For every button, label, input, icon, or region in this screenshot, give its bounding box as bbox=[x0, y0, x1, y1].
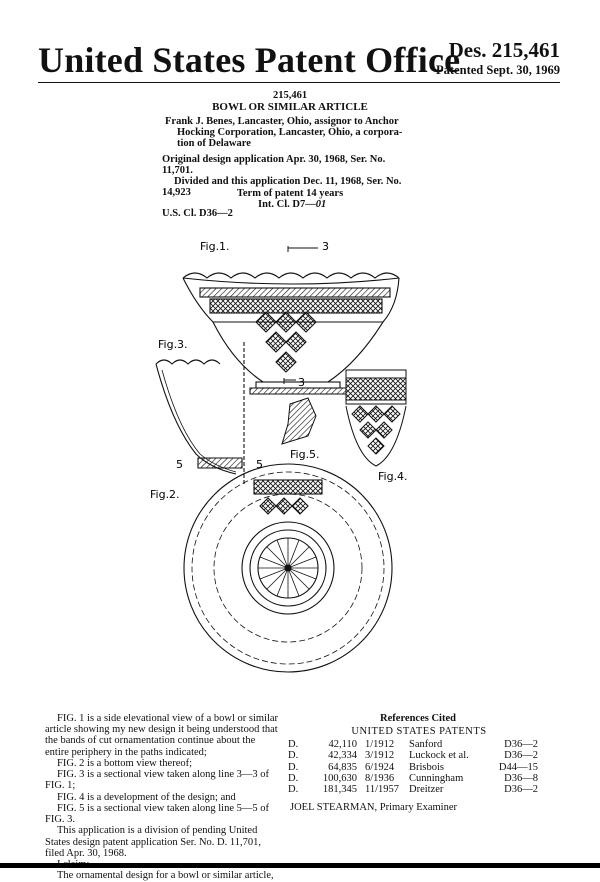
description-paragraph: FIG. 5 is a sectional view taken along line 5—5 of FIG. 3. bbox=[45, 802, 269, 826]
fig4-label: Fig.4. bbox=[378, 470, 408, 483]
application-line: Original design application Apr. 30, 1968, Ser. No. 11,701. bbox=[162, 154, 386, 177]
reference-class: D36—2 bbox=[504, 784, 538, 796]
description-paragraph: This application is a division of pending United States design patent application Ser. No. D. 11,701, filed Apr. 30, 1968. bbox=[45, 825, 261, 859]
fig1-bowl-side-view bbox=[183, 273, 399, 394]
int-classification bbox=[258, 199, 326, 210]
reference-date: 8/1936 bbox=[365, 772, 395, 784]
office-heading: United States Patent Office bbox=[38, 40, 461, 80]
reference-number: 64,835 bbox=[328, 761, 358, 773]
reference-name: Dreitzer bbox=[409, 784, 444, 796]
reference-prefix: D. bbox=[288, 784, 299, 796]
reference-prefix: D. bbox=[288, 739, 299, 750]
header-rule bbox=[38, 82, 560, 83]
references-subtitle: UNITED STATES PATENTS bbox=[351, 726, 487, 737]
patent-title: BOWL OR SIMILAR ARTICLE bbox=[212, 101, 368, 113]
section-line-5-right: 5 bbox=[256, 458, 263, 471]
description-paragraph: FIG. 3 is a sectional view taken along line 3—3 of FIG. 1; bbox=[45, 769, 269, 792]
fig3-section-profile bbox=[156, 342, 244, 486]
reference-name: Sanford bbox=[409, 739, 443, 750]
reference-class: D36—2 bbox=[504, 750, 538, 762]
inventor-line: Frank J. Benes, Lancaster, Ohio, assignor to Anchor bbox=[165, 116, 399, 127]
reference-date: 11/1957 bbox=[365, 784, 400, 796]
claim-text: The ornamental design for a bowl or similar article, bbox=[57, 870, 274, 882]
fig1-label: Fig.1. bbox=[200, 240, 230, 253]
us-classification: U.S. Cl. D36—2 bbox=[162, 208, 233, 219]
design-number: Des. 215,461 bbox=[448, 38, 560, 62]
patented-date: Patented Sept. 30, 1969 bbox=[436, 63, 560, 77]
reference-number: 181,345 bbox=[322, 784, 358, 796]
reference-class: D36—2 bbox=[504, 739, 538, 750]
reference-row bbox=[288, 762, 538, 773]
reference-date: 3/1912 bbox=[365, 750, 395, 762]
description-paragraph: FIG. 1 is a side elevational view of a bowl or similar article showing my new design it being understood that the bands of cut ornamentation continue about the entire periphery in the paths indicated; bbox=[45, 713, 279, 758]
inventor-block bbox=[165, 116, 405, 149]
fig5-section bbox=[282, 398, 316, 444]
fig2-bottom-view bbox=[184, 464, 392, 672]
int-cl-text: Int. Cl. D7— bbox=[258, 199, 316, 210]
inventor-line: Hocking Corporation, Lancaster, Ohio, a corpora- bbox=[177, 127, 403, 139]
patent-number: 215,461 bbox=[272, 90, 308, 101]
description-text bbox=[45, 713, 281, 882]
reference-name: Brisbois bbox=[409, 761, 445, 773]
reference-date: 1/1912 bbox=[365, 739, 395, 750]
reference-name: Cunningham bbox=[409, 772, 464, 784]
reference-class: D44—15 bbox=[498, 761, 538, 773]
reference-row bbox=[288, 773, 538, 784]
section-line-3-bottom: 3 bbox=[298, 376, 305, 389]
reference-prefix: D. bbox=[288, 772, 299, 784]
description-paragraph: FIG. 4 is a development of the design; and bbox=[57, 791, 236, 803]
section-line-5-left: 5 bbox=[176, 458, 183, 471]
fig4-development bbox=[346, 370, 406, 466]
reference-class: D36—8 bbox=[504, 772, 538, 784]
references-title: References Cited bbox=[380, 713, 456, 724]
primary-examiner: JOEL STEARMAN, Primary Examiner bbox=[290, 801, 458, 813]
application-line: 14,923 bbox=[162, 187, 191, 199]
page-bottom-bar bbox=[0, 863, 600, 868]
application-line: Divided and this application Dec. 11, 1968, Ser. No. bbox=[174, 176, 402, 188]
reference-date: 6/1924 bbox=[365, 761, 395, 773]
reference-number: 100,630 bbox=[322, 772, 358, 784]
fig2-label: Fig.2. bbox=[150, 488, 180, 501]
references-cited bbox=[288, 713, 538, 813]
references-table bbox=[288, 739, 538, 796]
reference-prefix: D. bbox=[288, 761, 299, 773]
reference-number: 42,110 bbox=[328, 739, 358, 750]
reference-row bbox=[288, 739, 538, 750]
patent-drawings bbox=[138, 236, 438, 706]
fig3-label: Fig.3. bbox=[158, 338, 188, 351]
reference-prefix: D. bbox=[288, 750, 299, 762]
inventor-line: tion of Delaware bbox=[177, 138, 251, 150]
reference-number: 42,334 bbox=[328, 750, 358, 762]
fig5-label: Fig.5. bbox=[290, 448, 320, 461]
section-line-3-top: 3 bbox=[322, 240, 329, 253]
int-cl-suffix: 01 bbox=[315, 199, 327, 210]
term-of-patent: Term of patent 14 years bbox=[236, 188, 344, 199]
reference-row bbox=[288, 750, 538, 761]
reference-row bbox=[288, 784, 538, 795]
description-paragraph: FIG. 2 is a bottom view thereof; bbox=[57, 757, 193, 769]
reference-name: Luckock et al. bbox=[409, 750, 469, 762]
